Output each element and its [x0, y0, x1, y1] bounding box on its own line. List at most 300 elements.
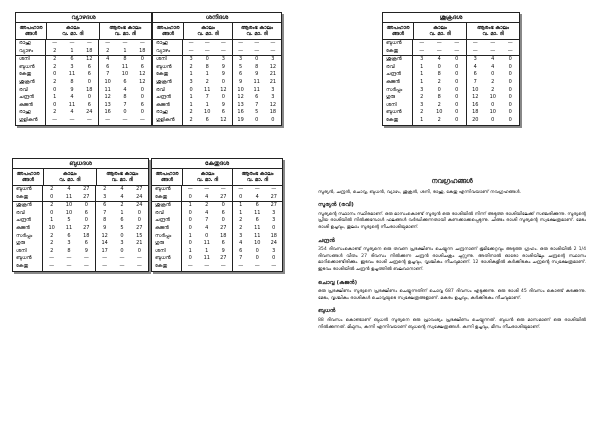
header-duration-units: വ. മാ. ദി — [429, 31, 451, 37]
start-cell — [233, 71, 282, 79]
days-value: 12 — [220, 86, 227, 93]
start-cell — [96, 210, 148, 218]
duration-cell — [183, 87, 233, 95]
table-row — [383, 79, 519, 87]
planet-name: കേതു — [383, 48, 413, 56]
start-cell — [96, 248, 148, 256]
planet-name: കേതു — [13, 263, 43, 271]
days-value: 21 — [136, 240, 143, 247]
duration-cell — [183, 117, 233, 125]
duration-cell — [43, 194, 96, 202]
years-value: 18 — [472, 109, 479, 116]
navagraha-article — [318, 178, 586, 333]
days-value: — — [507, 40, 513, 46]
years-value: 0 — [50, 193, 54, 200]
start-cell — [233, 48, 282, 56]
days-value: 0 — [84, 202, 88, 209]
table-row — [16, 40, 151, 48]
months-value: 0 — [205, 56, 209, 63]
planet-name: ശനി — [153, 56, 183, 64]
years-value: 12 — [472, 94, 479, 101]
months-value: 0 — [255, 255, 259, 262]
duration-cell — [182, 255, 233, 263]
months-value: 11 — [121, 63, 129, 70]
years-value: 0 — [50, 209, 54, 216]
duration-cell — [413, 48, 467, 56]
months-value: 2 — [437, 101, 441, 108]
duration-cell — [46, 56, 99, 64]
years-value: 3 — [420, 56, 424, 63]
years-value: 4 — [106, 56, 110, 63]
years-value: 14 — [101, 240, 108, 247]
days-value: 0 — [508, 78, 512, 85]
months-value: 10 — [121, 71, 129, 78]
table-row — [13, 240, 148, 248]
start-cell — [233, 79, 282, 87]
duration-cell — [46, 40, 99, 48]
days-value: 6 — [140, 63, 144, 70]
start-cell — [233, 87, 282, 95]
days-value: — — [139, 116, 145, 123]
days-value: 18 — [269, 109, 277, 116]
article-title: നവഗ്രഹങ്ങൾ — [431, 177, 473, 185]
days-value: 3 — [271, 56, 275, 63]
header-start: ആരംഭ കാലം — [106, 171, 139, 177]
table-row — [152, 263, 282, 271]
days-value: 27 — [83, 224, 90, 231]
start-cell — [467, 79, 520, 87]
months-value: 11 — [68, 101, 76, 108]
table-header — [13, 169, 148, 186]
months-value: 1 — [205, 247, 209, 254]
months-value: 11 — [68, 71, 76, 78]
years-value: 8 — [103, 217, 107, 224]
planet-name: കേതു — [152, 263, 182, 271]
table-header — [152, 169, 282, 186]
table-row — [16, 48, 151, 57]
months-value: — — [204, 186, 210, 192]
table-row — [13, 248, 148, 256]
years-value: 6 — [106, 63, 110, 70]
table-title: ശനിദശ — [153, 13, 281, 23]
months-value: 4 — [70, 109, 74, 116]
planet-name: രാഹു — [16, 40, 46, 48]
months-value: 8 — [67, 247, 71, 254]
days-value: 18 — [83, 232, 90, 239]
months-value: 5 — [255, 109, 259, 116]
start-cell — [467, 94, 520, 102]
table-title: കേതുദശ — [152, 159, 282, 169]
years-value: 2 — [50, 232, 54, 239]
years-value: 2 — [106, 47, 110, 54]
months-value: — — [254, 40, 260, 46]
planet-name: കുജൻ — [152, 225, 182, 233]
days-value: 0 — [455, 94, 459, 101]
years-value: 3 — [189, 56, 193, 63]
years-value: 6 — [238, 71, 243, 78]
duration-cell — [182, 263, 233, 271]
header-start-units: വ. മാ. ദി — [114, 31, 136, 37]
start-cell — [233, 233, 283, 241]
days-value: 6 — [87, 101, 91, 108]
planet-name: വ്യാഴം — [153, 48, 183, 56]
duration-cell — [182, 186, 233, 194]
months-value: 11 — [254, 224, 261, 231]
months-value: 10 — [489, 94, 496, 101]
dasha-table-3 — [12, 158, 149, 272]
planet-name: ബുധൻ — [152, 255, 182, 263]
duration-cell — [182, 202, 233, 210]
duration-cell — [43, 225, 96, 233]
months-value: 7 — [255, 101, 259, 108]
start-cell — [96, 202, 148, 210]
days-value: 27 — [136, 186, 143, 192]
days-value: 3 — [221, 56, 225, 63]
planet-name: ശനി — [13, 248, 43, 256]
table-row — [152, 202, 282, 210]
start-cell — [233, 117, 282, 125]
months-value: — — [69, 40, 75, 46]
days-value: 24 — [136, 193, 143, 200]
planet-name: കേതു — [153, 71, 183, 79]
planet-name: കുജൻ — [16, 102, 46, 110]
months-value: 0 — [205, 232, 209, 239]
start-cell — [467, 109, 520, 117]
planet-name: കുജൻ — [383, 79, 413, 87]
months-value: 10 — [254, 240, 261, 247]
months-value: 8 — [123, 94, 127, 101]
start-cell — [96, 255, 148, 263]
days-value: 27 — [83, 193, 90, 200]
header-duration: കാലം — [65, 25, 80, 31]
years-value: — — [238, 40, 244, 46]
duration-cell — [413, 64, 467, 72]
days-value: — — [454, 40, 460, 46]
years-value: 16 — [472, 101, 479, 108]
days-value: 0 — [272, 224, 276, 231]
months-value: 6 — [255, 217, 259, 224]
months-value: 11 — [253, 78, 260, 85]
days-value: 6 — [140, 101, 144, 108]
years-value: 20 — [472, 116, 479, 123]
months-value: 2 — [120, 202, 124, 209]
months-value: 4 — [70, 94, 74, 101]
section-body: 88 ദിവസം കൊണ്ടാണ് ബുധൻ സൂര്യനെ ഒരു പ്രാവശ്യം പ്രദക്ഷിണം ചെയ്യുന്നത്. ബുധൻ ഒരു മാസമാണ് ഒരു രാശിയിൽ നിൽക്കുന്നത്. മിഥുനം, കന്നി എന്നിവയാണ് ബുധന്റെ സ്വക്ഷേത്രങ്ങൾ. കന്നി ഉച്ചവും, മീനം നീചരാശിയുമാണ്. — [318, 317, 586, 330]
duration-cell — [43, 217, 96, 225]
years-value: 2 — [50, 247, 54, 254]
days-value: 27 — [220, 224, 227, 231]
years-value: 9 — [103, 224, 107, 231]
days-value: 12 — [86, 56, 93, 63]
planet-name: രവി — [152, 210, 182, 218]
duration-cell — [183, 79, 233, 87]
years-value: — — [102, 262, 108, 269]
table-row — [383, 117, 519, 125]
days-value: — — [83, 255, 89, 262]
years-value: 0 — [188, 224, 192, 231]
table-row — [16, 64, 151, 72]
table-body — [153, 40, 281, 125]
planet-name: രാഹു — [16, 109, 46, 117]
months-value: 6 — [123, 78, 127, 85]
months-value: 4 — [120, 193, 124, 200]
start-cell — [467, 117, 520, 125]
months-value: 11 — [254, 209, 261, 216]
months-value: 4 — [205, 209, 209, 216]
months-value: 4 — [491, 56, 495, 63]
months-value: 4 — [67, 186, 71, 192]
start-cell — [233, 210, 283, 218]
table-row — [13, 194, 148, 203]
planet-name: സർപ്പം — [383, 87, 413, 95]
header-planet: അപഹാര ങ്ങൾ — [383, 23, 414, 39]
months-value: 1 — [205, 71, 209, 78]
planet-name: ചന്ദ്രൻ — [13, 217, 43, 225]
dasha-table-2 — [152, 12, 282, 126]
planet-name: ബുധൻ — [152, 186, 182, 194]
start-cell — [99, 48, 151, 56]
months-value: 6 — [67, 232, 71, 239]
months-value: 0 — [255, 116, 259, 123]
days-value: 0 — [137, 209, 141, 216]
section-heading: സൂര്യൻ (രവി) — [318, 202, 354, 209]
years-value: 2 — [53, 78, 57, 85]
days-value: 0 — [271, 116, 275, 123]
table-row — [16, 71, 151, 79]
header-start-units: വ. മാ. ദി — [246, 31, 268, 37]
table-row — [152, 194, 282, 203]
years-value: 2 — [420, 109, 424, 116]
planet-name: രവി — [153, 87, 183, 95]
table-header — [153, 23, 281, 40]
days-value: 21 — [269, 71, 277, 78]
years-value: 0 — [188, 240, 192, 247]
days-value: — — [220, 47, 226, 54]
months-value: — — [254, 262, 260, 269]
years-value: 3 — [420, 86, 424, 93]
planet-name: ചന്ദ്രൻ — [152, 217, 182, 225]
planet-name: ബുധൻ — [13, 186, 43, 194]
years-value: 12 — [237, 94, 244, 101]
table-row — [153, 87, 281, 95]
years-value: 0 — [189, 86, 193, 93]
duration-cell — [43, 248, 96, 256]
duration-cell — [413, 109, 467, 117]
years-value: 1 — [188, 202, 192, 209]
table-row — [152, 225, 282, 233]
years-value: 10 — [48, 224, 55, 231]
table-row — [153, 48, 281, 57]
days-value: — — [270, 47, 276, 54]
table-row — [153, 64, 281, 72]
table-row — [383, 102, 519, 110]
days-value: 0 — [508, 63, 512, 70]
planet-name: ശനി — [383, 102, 413, 110]
years-value: 13 — [237, 101, 244, 108]
table-row — [152, 186, 282, 194]
start-cell — [233, 64, 282, 72]
years-value: 1 — [188, 232, 192, 239]
start-cell — [233, 202, 283, 210]
days-value: 9 — [221, 247, 225, 254]
start-cell — [96, 194, 148, 202]
days-value: 24 — [270, 240, 277, 247]
days-value: 0 — [140, 56, 144, 63]
months-value: — — [436, 47, 442, 54]
table-row — [152, 233, 282, 241]
years-value: 7 — [103, 209, 107, 216]
months-value: 4 — [437, 56, 441, 63]
years-value: 2 — [50, 186, 54, 192]
months-value: 2 — [205, 202, 209, 209]
days-value: 0 — [272, 255, 276, 262]
header-duration: കാലം — [62, 171, 77, 177]
years-value: 2 — [53, 56, 57, 63]
planet-name: ചന്ദ്രൻ — [153, 94, 183, 102]
start-cell — [233, 102, 282, 110]
months-value: 11 — [254, 232, 261, 239]
months-value: 2 — [491, 78, 495, 85]
header-start: ആരംഭ കാലം — [109, 25, 142, 31]
dasha-table-5 — [382, 12, 520, 126]
start-cell — [467, 71, 520, 79]
header-start-units: വ. മാ. ദി — [482, 31, 504, 37]
days-value: 0 — [455, 78, 459, 85]
start-cell — [467, 56, 520, 64]
days-value: — — [271, 186, 277, 192]
days-value: 0 — [140, 109, 144, 116]
start-cell — [233, 56, 282, 64]
duration-cell — [413, 117, 467, 125]
days-value: 3 — [271, 86, 275, 93]
years-value: 13 — [104, 101, 111, 108]
years-value: 2 — [53, 47, 57, 54]
table-row — [383, 56, 519, 64]
months-value: 4 — [120, 186, 124, 192]
years-value: 7 — [106, 71, 110, 78]
duration-cell — [43, 263, 96, 271]
months-value: 0 — [491, 101, 495, 108]
section-heading: ചന്ദ്രൻ — [318, 237, 335, 244]
days-value: 21 — [269, 78, 277, 85]
years-value: 1 — [50, 217, 54, 224]
days-value: 12 — [139, 78, 146, 85]
duration-cell — [183, 71, 233, 79]
table-row — [13, 217, 148, 225]
planet-name: ബുധൻ — [13, 255, 43, 263]
years-value: 10 — [237, 86, 244, 93]
start-cell — [96, 186, 148, 194]
start-cell — [99, 102, 151, 110]
days-value: — — [220, 186, 226, 192]
days-value: 3 — [272, 209, 276, 216]
years-value: — — [419, 40, 425, 46]
start-cell — [96, 263, 148, 271]
planet-name: ശുക്രൻ — [16, 79, 46, 87]
years-value: 1 — [189, 94, 193, 101]
months-value: 4 — [205, 224, 209, 231]
start-cell — [99, 109, 151, 117]
section-body: 354 ദിവസംകൊണ്ട് സൂര്യനെ ഒരു തവണ പ്രദക്ഷിണം ചെയ്യുന്ന ചന്ദ്രനാണ് ഭൂമിക്കേറ്റവും അടുത്ത ഗ്രഹം. ഒരു രാശിയിൽ 2 1/4 ദിവസങ്ങൾ വീതം 27 ദിവസം നിൽക്കുന്ന ചന്ദ്രൻ രാശിചക്രം ചുറ്റുന്നു. അതിനാൽ ഓരോ രാശിയിലും ചന്ദ്രന്റെ സ്ഥാനം മാറിക്കൊണ്ടിരിക്കും. ഇടവം രാശി ചന്ദ്രന്റെ ഉച്ചവും, വൃശ്ചികം നീചവുമാണ്. 12 രാശികളിൽ കർക്കിടകം ചന്ദ്രന്റെ സ്വക്ഷേത്രമാണ്. ഇടവം രാശിയിൽ ചന്ദ്രൻ ഉച്ചത്തിൽ ബലവാനാണ്. — [318, 247, 586, 272]
months-value: 4 — [205, 193, 209, 200]
days-value: 0 — [455, 71, 459, 78]
years-value: 12 — [101, 232, 108, 239]
table-title: ബുധദശ — [13, 159, 148, 169]
months-value: 4 — [255, 193, 259, 200]
days-value: 0 — [455, 109, 459, 116]
start-cell — [233, 94, 282, 102]
years-value: — — [238, 186, 244, 192]
years-value: — — [188, 40, 194, 46]
years-value: — — [238, 47, 244, 54]
table-row — [383, 109, 519, 117]
days-value: 0 — [455, 56, 459, 63]
planet-name: ഗുരു — [13, 240, 43, 248]
days-value: — — [136, 262, 142, 269]
months-value: 0 — [120, 247, 124, 254]
table-row — [153, 117, 281, 125]
table-row — [16, 102, 151, 110]
years-value: 3 — [238, 56, 243, 63]
years-value: 0 — [53, 86, 57, 93]
days-value: 0 — [508, 94, 512, 101]
start-cell — [99, 40, 151, 48]
years-value: 2 — [189, 116, 193, 123]
planet-name: ശുക്രൻ — [383, 56, 413, 64]
table-row — [13, 202, 148, 210]
months-value: 10 — [65, 202, 73, 209]
table-body — [152, 186, 282, 271]
duration-cell — [43, 240, 96, 248]
header-duration-units: വ. മാ. ദി — [59, 177, 81, 183]
planet-name: സർപ്പം — [13, 233, 43, 241]
start-cell — [99, 71, 151, 79]
days-value: — — [454, 47, 460, 54]
months-value: 2 — [437, 116, 441, 123]
years-value: 0 — [188, 255, 192, 262]
months-value: — — [66, 255, 72, 262]
months-value: 8 — [70, 78, 74, 85]
table-body — [383, 40, 519, 125]
months-value: 0 — [437, 86, 441, 93]
months-value: 1 — [120, 209, 124, 216]
start-cell — [99, 117, 151, 125]
days-value: 12 — [220, 116, 227, 123]
days-value: 0 — [221, 78, 225, 85]
duration-cell — [413, 102, 467, 110]
years-value: 2 — [239, 224, 243, 231]
table-row — [16, 56, 151, 64]
months-value: 0 — [120, 232, 124, 239]
dasha-table-4 — [151, 158, 283, 272]
days-value: 15 — [136, 232, 143, 239]
header-duration: കാലം — [201, 25, 215, 31]
days-value: 18 — [86, 86, 93, 93]
years-value: 1 — [189, 101, 193, 108]
table-row — [153, 71, 281, 79]
planet-name: രാഹു — [153, 109, 183, 117]
years-value: 0 — [53, 71, 57, 78]
days-value: — — [220, 262, 226, 269]
months-value: 11 — [65, 193, 73, 200]
years-value: 1 — [239, 209, 243, 216]
planet-name: ഗുരു — [383, 94, 413, 102]
table-row — [153, 94, 281, 102]
years-value: — — [52, 116, 58, 123]
duration-cell — [413, 40, 467, 48]
duration-cell — [182, 233, 233, 241]
start-cell — [99, 87, 151, 95]
